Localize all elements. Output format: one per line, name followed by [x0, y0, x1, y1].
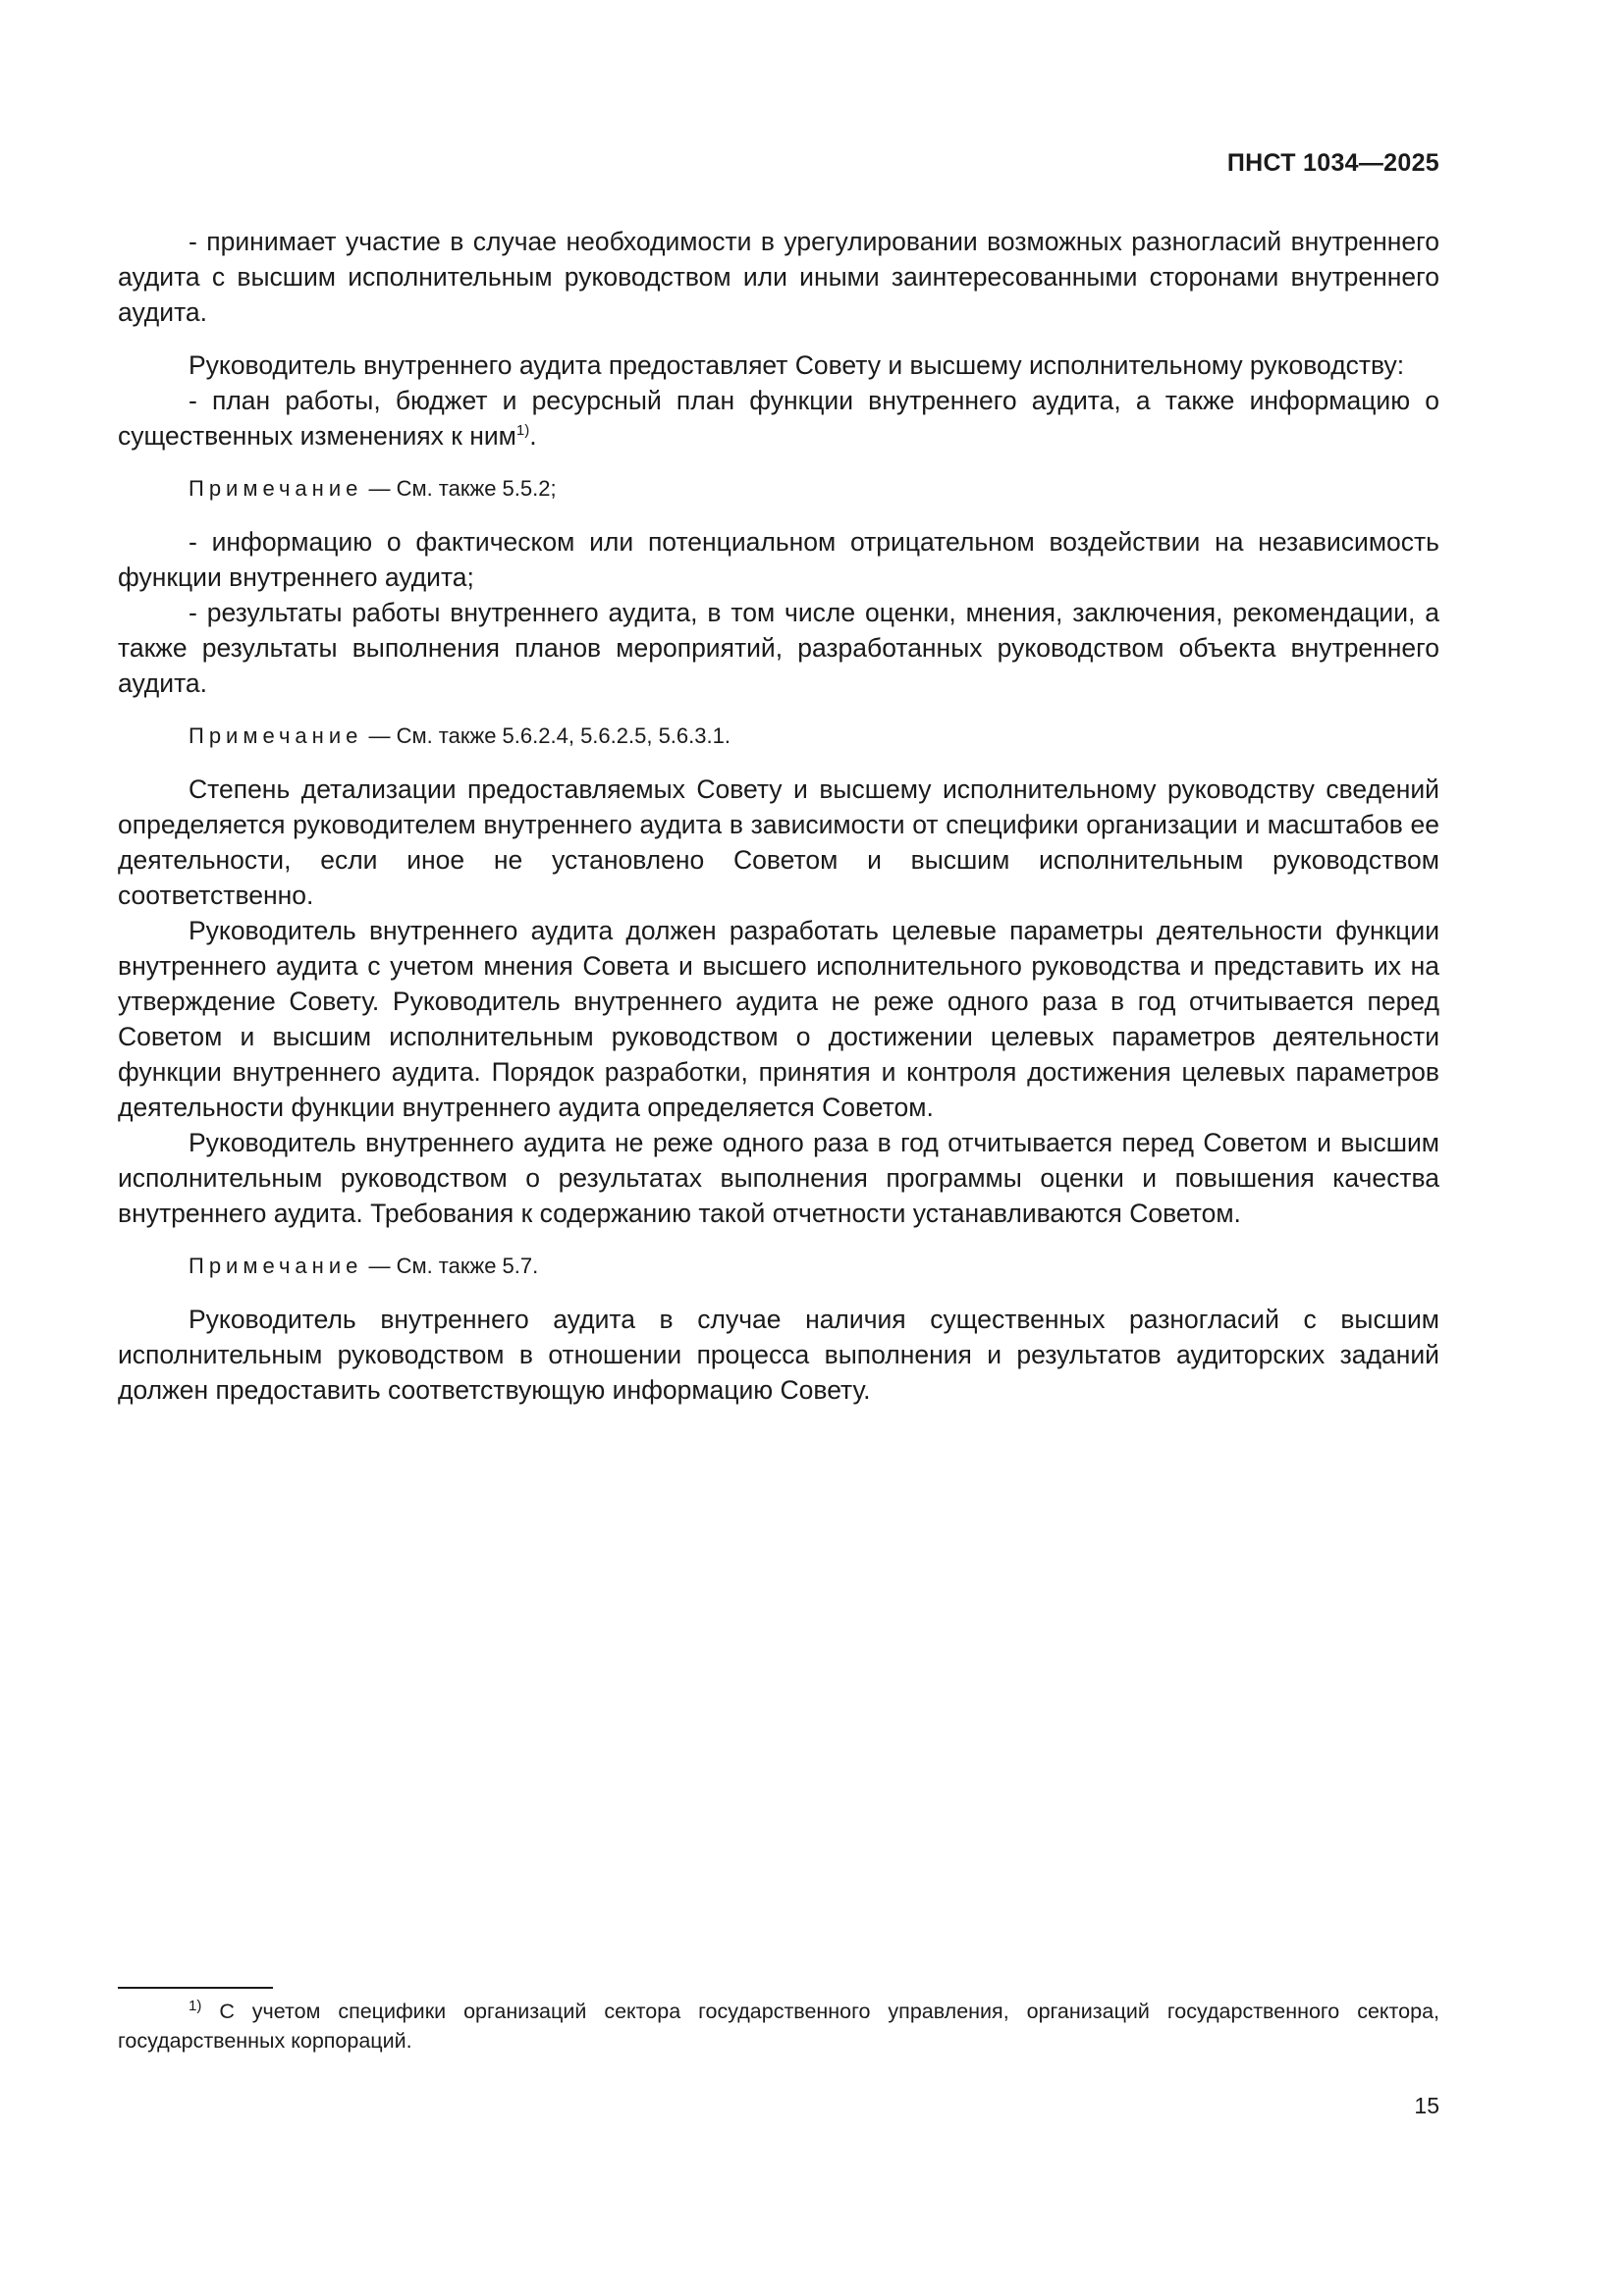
paragraph: Руководитель внутреннего аудита в случае наличия существенных разногласий с высшим исполнительным руководством в отношении процесса выполнения и результатов аудиторских заданий должен предоставить соответствующую информацию Совету. [118, 1305, 1439, 1405]
page-number: 15 [1414, 2093, 1439, 2118]
note [118, 471, 1439, 507]
paragraph: Руководитель внутреннего аудита должен разработать целевые параметры деятельности функции внутреннего аудита с учетом мнения Совета и высшего исполнительного руководства и представить их на утверждение Совету. Руководитель внутреннего аудита не реже одного раза в год отчитывается перед Советом и высшим исполнительным руководством о достижении целевых параметров деятельности функции внутреннего аудита. Порядок разработки, принятия и контроля достижения целевых параметров деятельности функции внутреннего аудита определяется Советом. [118, 916, 1439, 1122]
note-label: Примечание [189, 723, 363, 748]
document-code: ПНСТ 1034—2025 [1226, 149, 1439, 177]
paragraph: - результаты работы внутреннего аудита, в том числе оценки, мнения, заключения, рекомендации, а также результаты выполнения планов мероприятий, разработанных руководством объекта внутреннего аудита. [118, 598, 1439, 698]
footnote-reference: 1) [515, 422, 530, 440]
paragraph: - принимает участие в случае необходимости в урегулировании возможных разногласий внутреннего аудита с высшим исполнительным руководством или иными заинтересованными сторонами внутреннего аудита. [118, 227, 1439, 327]
footnote [118, 1997, 1439, 2056]
note-text: — См. также 5.7. [362, 1254, 539, 1278]
footnote-text: С учетом специфики организаций сектора государственного управления, организаций государственного сектора, государственных корпораций. [118, 2000, 1439, 2053]
footnote-separator [118, 1987, 273, 1989]
footnote-mark: 1) [189, 1997, 202, 2014]
note [118, 719, 1439, 754]
paragraph [118, 383, 1439, 454]
note-text: — См. также 5.5.2; [362, 476, 557, 501]
note-label: Примечание [189, 476, 363, 501]
note-label: Примечание [189, 1254, 363, 1278]
note-text: — См. также 5.6.2.4, 5.6.2.5, 5.6.3.1. [362, 723, 731, 748]
paragraph: Руководитель внутреннего аудита не реже одного раза в год отчитывается перед Советом и высшим исполнительным руководством о результатах выполнения программы оценки и повышения качества внутреннего аудита. Требования к содержанию такой отчетности устанавливаются Советом. [118, 1128, 1439, 1228]
note [118, 1249, 1439, 1284]
document-body [118, 224, 1439, 1408]
paragraph-text: - план работы, бюджет и ресурсный план функции внутреннего аудита, а также информацию о существенных изменениях к ним [118, 386, 1439, 451]
paragraph: Руководитель внутреннего аудита предоставляет Совету и высшему исполнительному руководству: [189, 350, 1405, 380]
paragraph-end: . [529, 421, 537, 451]
paragraph: - информацию о фактическом или потенциальном отрицательном воздействии на независимость функции внутреннего аудита; [118, 527, 1439, 592]
paragraph: Степень детализации предоставляемых Совету и высшему исполнительному руководству сведений определяется руководителем внутреннего аудита в зависимости от специфики организации и масштабов ее деятельности, если иное не установлено Советом и высшим исполнительным руководством соответственно. [118, 774, 1439, 910]
